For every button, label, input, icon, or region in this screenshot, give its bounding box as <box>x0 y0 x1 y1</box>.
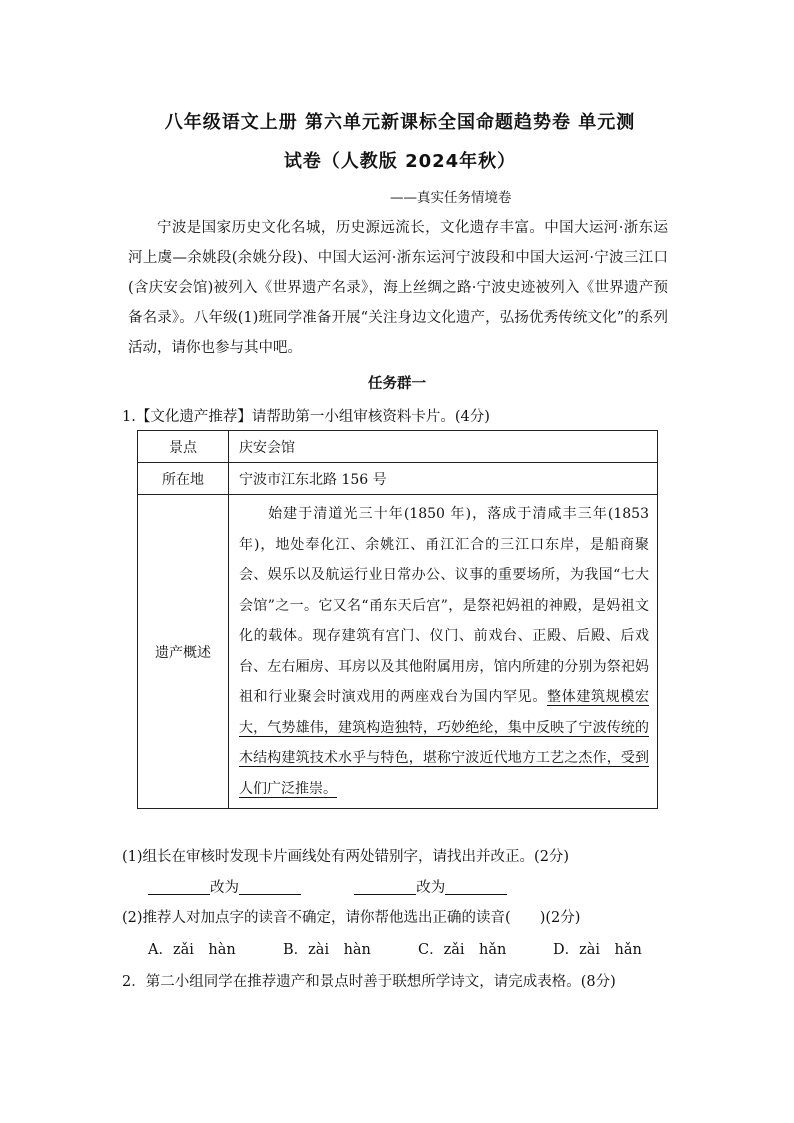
question-1: 1.【文化遗产推荐】请帮助第一小组审核资料卡片。(4分) <box>122 409 490 425</box>
overview-underlined-text: 整体建筑规模宏大，气势雄伟，建筑构造独特，巧妙绝纶，集中反映了宁波传统的木结构建筑技术水乎与特色，堪称宁波近代地方工艺之杰作，受到人们广泛推崇。 <box>239 689 649 797</box>
overview-plain-text: 始建于清道光三十年(1850 年)，落成于清咸丰三年(1853 年)，地处奉化江、余姚江、甬江汇合的三江口东岸，是船商聚会、娱乐以及航运行业日常办公、议事的重要场所，为我国“七大会馆”之一。它又名“甬东天后宫”，是祭祀妈祖的神殿，是妈祖文化的载体。现存建筑有宫门、仪门、前戏台、正殿、后殿、后戏台、左右厢房、耳房以及其他附属用房，馆内所建的分别为祭祀妈祖和行业聚会时演戏用的两座戏台为国内罕见。 <box>239 506 649 705</box>
answer-blank[interactable] <box>354 878 416 895</box>
answer-blank[interactable] <box>445 878 507 895</box>
subtitle: ——真实任务情境卷 <box>390 190 512 206</box>
answer-options <box>148 938 688 959</box>
table-row <box>138 431 658 463</box>
title-line-1: 八年级语文上册 第六单元新课标全国命题趋势卷 单元测 <box>164 112 636 133</box>
section-title: 任务群一 <box>368 375 426 392</box>
sub-question-2: (2)推荐人对加点字的读音不确定，请你帮他选出正确的读音( )(2分) <box>122 910 581 926</box>
intro-text: 宁波是国家历史文化名城，历史源远流长，文化遗存丰富。中国大运河·浙东运河上虞—余姚段(余姚分段)、中国大运河·浙东运河宁波段和中国大运河·宁波三江口(含庆安会馆)被列入《世界遗产名录》，海上丝绸之路·宁波史迹被列入《世界遗产预备名录》。八年级(1)班同学准备开展“关注身边文化遗产，弘扬优秀传统文化”的系列活动，请你也参与其中吧。 <box>128 220 668 356</box>
card-value-location: 宁波市江东北路 156 号 <box>229 463 658 495</box>
card-key-overview: 遗产概述 <box>138 495 229 809</box>
card-key-site: 景点 <box>138 431 229 463</box>
card-key-location: 所在地 <box>138 463 229 495</box>
answer-blank[interactable] <box>239 878 301 895</box>
sub-question-1: (1)组长在审核时发现卡片画线处有两处错别字，请找出并改正。(2分) <box>122 849 570 865</box>
option-b[interactable]: B．zài hàn <box>283 942 371 958</box>
option-c[interactable]: C．zǎi hǎn <box>418 942 507 958</box>
correction-blanks <box>148 876 507 897</box>
card-value-overview <box>229 495 658 809</box>
table-row <box>138 463 658 495</box>
card-value-site: 庆安会馆 <box>229 431 658 463</box>
title-line-2: 试卷（人教版 2024年秋） <box>283 151 517 172</box>
intro-paragraph <box>128 213 668 363</box>
question-2: 2．第二小组同学在推荐遗产和景点时善于联想所学诗文，请完成表格。(8分) <box>122 974 616 990</box>
info-card-table <box>137 430 658 809</box>
table-row <box>138 495 658 809</box>
option-d[interactable]: D．zài hǎn <box>553 942 642 958</box>
answer-blank[interactable] <box>148 878 210 895</box>
option-a[interactable]: A．zǎi hàn <box>148 942 236 958</box>
overview-text <box>229 495 657 808</box>
change-label: 改为 <box>416 880 446 896</box>
change-label: 改为 <box>210 880 239 896</box>
